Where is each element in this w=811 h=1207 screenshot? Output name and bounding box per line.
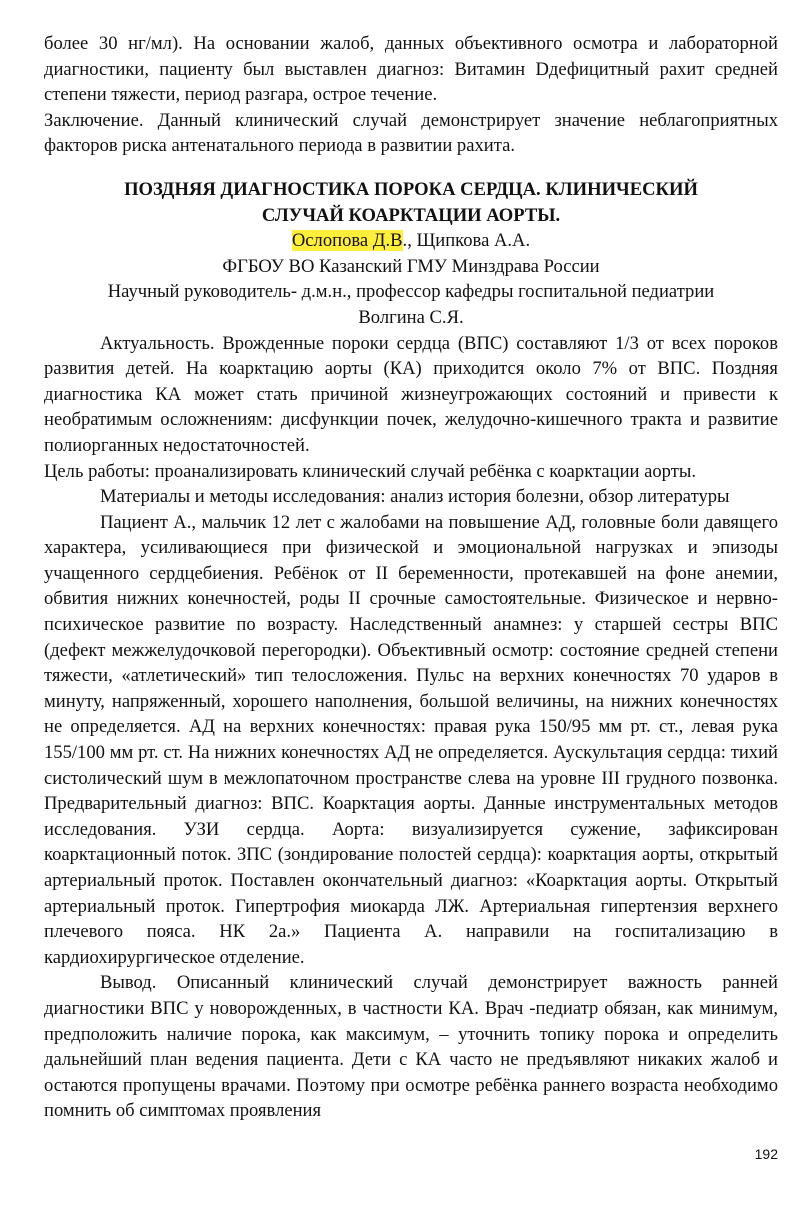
supervisor-line-1: Научный руководитель- д.м.н., профессор кафедры госпитальной педиатрии xyxy=(107,281,715,303)
highlighted-author: Ослопова Д.В xyxy=(291,230,403,252)
article-title-line-2: СЛУЧАЙ КОАРКТАЦИИ АОРТЫ. xyxy=(261,204,561,226)
supervisor xyxy=(44,279,778,330)
affiliation: ФГБОУ ВО Казанский ГМУ Минздрава России xyxy=(222,255,600,277)
relevance-paragraph: Актуальность. Врожденные пороки сердца (ВПС) составляют 1/3 от всех пороков развития детей. На коарктацию аорты (КА) приходится около 7% от ВПС. Поздняя диагностика КА может стать причиной жизнеугрожающих состояний и привести к необратимым осложнениям: дисфункции почек, желудочно-кишечного тракта и развитие полиорганных недостаточностей. xyxy=(44,332,778,456)
authors xyxy=(44,228,778,254)
conclusion-paragraph: Вывод. Описанный клинический случай демонстрирует важность ранней диагностики ВПС у новорожденных, в частности КА. Врач -педиатр обязан, как минимум, предположить наличие порока, как максимум, – уточнить топику порока и определить дальнейший план ведения пациента. Дети с КА часто не предъявляют никаких жалоб и остаются пропущены врачами. Поэтому при осмотре ребёнка раннего возраста необходимо помнить об симптомах проявления xyxy=(44,972,778,1122)
authors-rest: ., Щипкова А.А. xyxy=(402,230,531,252)
previous-article-paragraph: более 30 нг/мл). На основании жалоб, данных объективного осмотра и лабораторной диагностики, пациенту был выставлен диагноз: Витамин Dдефицитный рахит средней степени тяжести, период разгара, острое течение. xyxy=(44,33,778,106)
previous-article-conclusion: Заключение. Данный клинический случай демонстрирует значение неблагоприятных факторов риска антенатального периода в развитии рахита. xyxy=(44,109,778,157)
aim-paragraph: Цель работы: проанализировать клинический случай ребёнка с коарктации аорты. xyxy=(44,460,696,482)
methods-paragraph: Материалы и методы исследования: анализ история болезни, обзор литературы xyxy=(100,486,730,508)
article-title-line-1: ПОЗДНЯЯ ДИАГНОСТИКА ПОРОКА СЕРДЦА. КЛИНИЧЕСКИЙ xyxy=(124,178,698,200)
page-number: 192 xyxy=(754,1146,778,1162)
article-title xyxy=(44,177,778,228)
case-paragraph: Пациент А., мальчик 12 лет с жалобами на повышение АД, головные боли давящего характера, усиливающиеся при физической и эмоциональной нагрузках и эпизоды учащенного сердцебиения. Ребёнок от II беременности, протекавшей на фоне анемии, обвития нижних конечностей, роды II срочные самостоятельные. Физическое и нервно-психическое развитие по возрасту. Наследственный анамнез: у старшей сестры ВПС (дефект межжелудочковой перегородки). Объективный осмотр: состояние средней степени тяжести, «атлетический» тип телосложения. Пульс на верхних конечностях 70 ударов в минуту, напряженный, хорошего наполнения, большой величины, на нижних конечностях не определяется. АД на верхних конечностях: правая рука 150/95 мм рт. ст., левая рука 155/100 мм рт. ст. На нижних конечностях АД не определяется. Аускультация сердца: тихий систолический шум в межлопаточном пространстве слева на уровне III грудного позвонка. Предварительный диагноз: ВПС. Коарктация аорты. Данные инструментальных методов исследования. УЗИ сердца. Аорта: визуализируется сужение, зафиксирован коарктационный поток. ЗПС (зондирование полостей сердца): коарктация аорты, открытый артериальный проток. Поставлен окончательный диагноз: «Коарктация аорты. Открытый артериальный проток. Гипертрофия миокарда ЛЖ. Артериальная гипертензия верхнего плечевого пояса. НК 2а.» Пациента А. направили на госпитализацию в кардиохирургическое отделение. xyxy=(44,511,778,968)
document-page xyxy=(44,31,778,1124)
supervisor-line-2: Волгина С.Я. xyxy=(358,306,464,328)
